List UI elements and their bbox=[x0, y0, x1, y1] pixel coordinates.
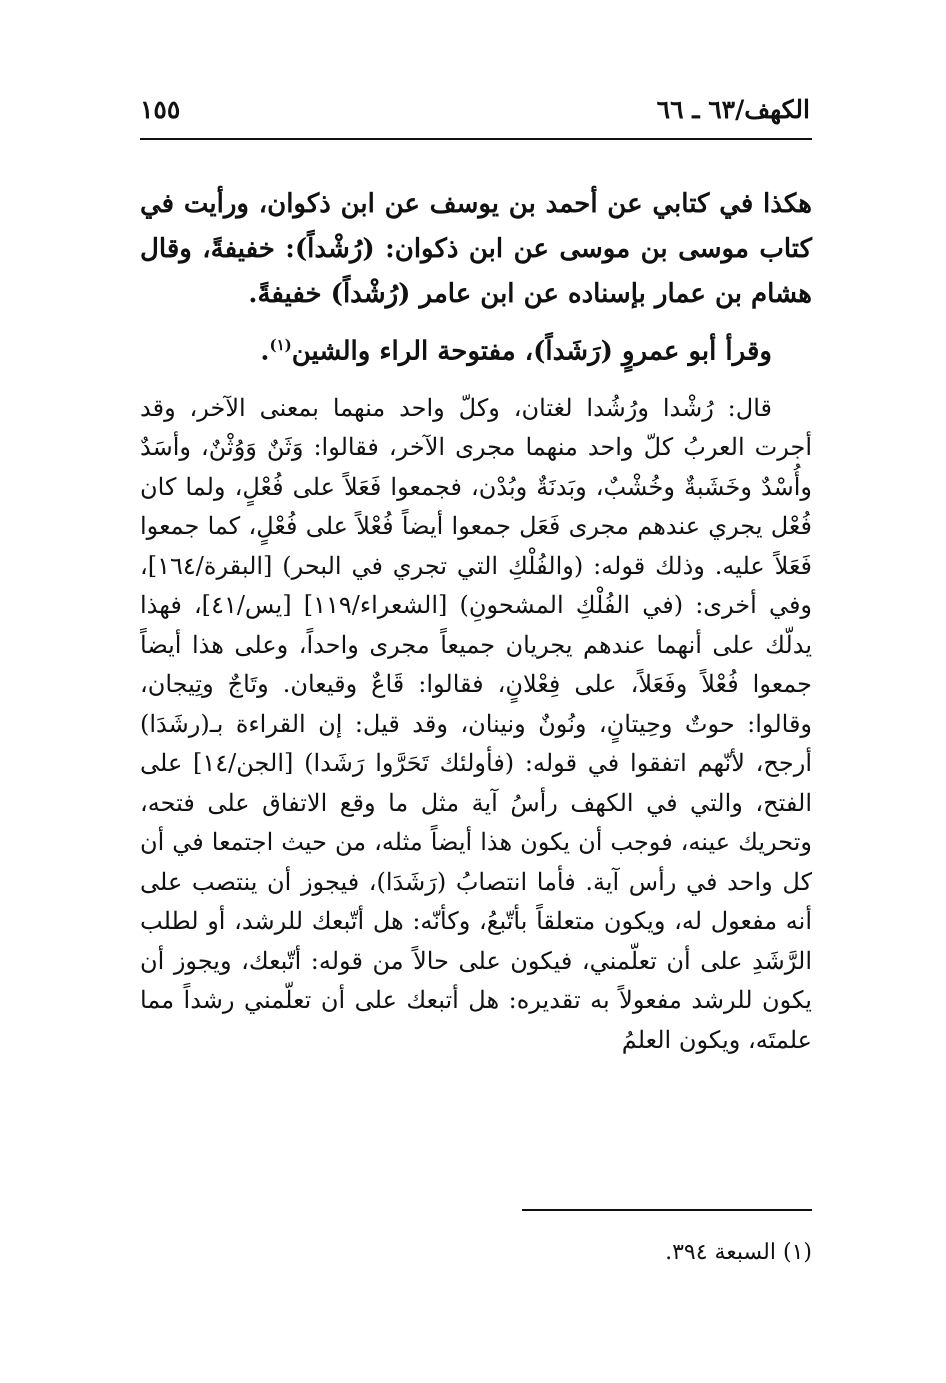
footnote: (١) السبعة ٣٩٤. bbox=[665, 1240, 812, 1265]
footnote-reference: (١) bbox=[269, 336, 292, 354]
main-text bbox=[140, 182, 812, 1060]
surah-range: الكهف/٦٣ ـ ٦٦ bbox=[656, 94, 810, 124]
header-divider bbox=[140, 138, 812, 140]
paragraph-ibn-dhakwan: هكذا في كتابي عن أحمد بن يوسف عن ابن ذكوان، ورأيت في كتاب موسى بن موسى عن ابن ذكوان: (رُشْداً): خفيفةً، وقال هشام بن عمار بإسناده عن ابن عامر (رُشْداً) خفيفةً. bbox=[140, 189, 812, 309]
paragraph-abu-amr bbox=[140, 323, 812, 375]
paragraph-abu-amr-text: وقرأ أبو عمروٍ (رَشَداً)، مفتوحة الراء والشين bbox=[291, 336, 772, 367]
page-header bbox=[140, 92, 810, 126]
footnote-divider bbox=[522, 1209, 812, 1211]
paragraph-abu-amr-end: . bbox=[260, 336, 270, 367]
page-number: ١٥٥ bbox=[140, 94, 181, 124]
paragraph-commentary: قال: رُشْدا ورُشُدا لغتان، وكلّ واحد منهما بمعنى الآخر، وقد أجرت العربُ كلّ واحد منهما مجرى الآخر، فقالوا: وَثَنٌ وَوُثْنٌ، وأسَدٌ وأُسْدٌ وخَشَبةٌ وخُشْبٌ، وبَدنَةٌ وبُدْن، فجمعوا فَعَلاً على فُعْلٍ، ولما كان فُعْل يجري عندهم مجرى فَعَل جمعوا أيضاً فُعْلاً على فُعْلٍ، كما جمعوا فَعَلاً عليه. وذلك قوله: (والفُلْكِ التي تجري في البحر) [البقرة/١٦٤]، وفي أخرى: (في الفُلْكِ المشحونِ) [الشعراء/١١٩] [يس/٤١]، فهذا يدلّك على أنهما عندهم يجريان جميعاً مجرى واحداً، وعلى هذا أيضاً جمعوا فُعْلاً وفَعَلاً، على فِعْلانٍ، فقالوا: قَاعٌ وقيعان. وتَاجٌ وتِيجان، وقالوا: حوتٌ وحِيتانٍ، ونُونٌ ونينان، وقد قيل: إن القراءة بـ(رشَدَا) أرجح، لأنّهم اتفقوا في قوله: (فأولئك تَحَرَّوا رَشَدا) [الجن/١٤] على الفتح، والتي في الكهف رأسُ آية مثل ما وقع الاتفاق على فتحه، وتحريك عينه، فوجب أن يكون هذا أيضاً مثله، من حيث اجتمعا في أن كل واحد في رأس آية. فأما انتصابُ (رَشَدَا)، فيجوز أن ينتصب على أنه مفعول له، ويكون متعلقاً بأتّبعُ، وكأنّه: هل أتّبعك للرشد، أو لطلب الرَّشَدِ على أن تعلّمني، فيكون على حالاً من قوله: أتّبعك، ويجوز أن يكون للرشد مفعولاً به تقديره: هل أتبعك على أن تعلّمني رشداً مما علمتَه، ويكون العلمُ bbox=[140, 393, 813, 1054]
